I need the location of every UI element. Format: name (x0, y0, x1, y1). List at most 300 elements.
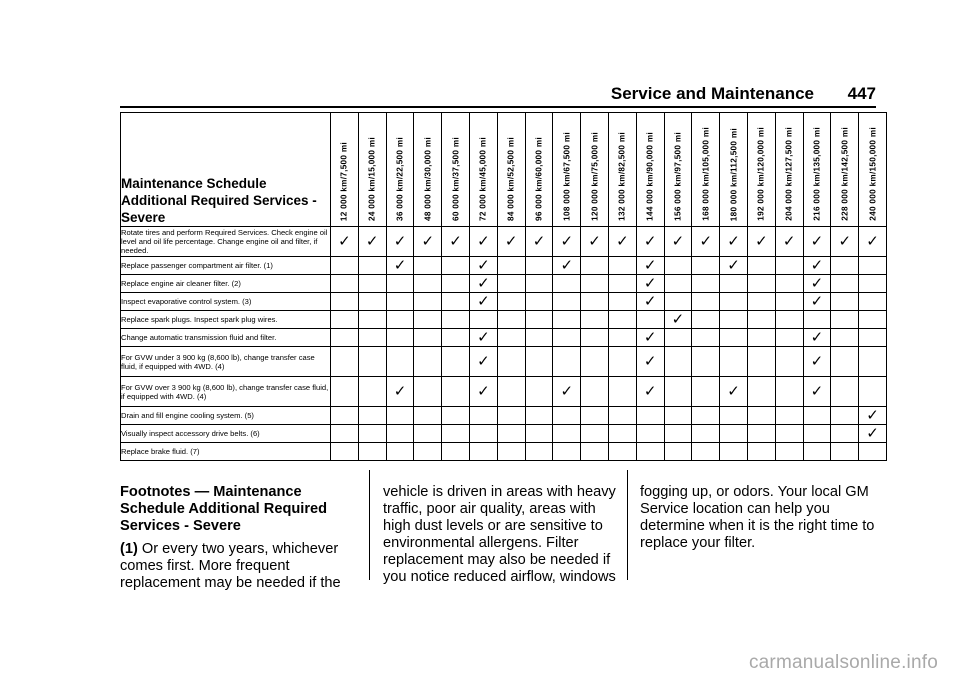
footnotes-column-1 (120, 484, 350, 592)
empty-cell (469, 425, 497, 443)
empty-cell (775, 329, 803, 347)
interval-label: 228 000 km/142,500 mi (840, 127, 850, 221)
empty-cell (636, 407, 664, 425)
empty-cell (692, 329, 720, 347)
empty-cell (525, 329, 553, 347)
empty-cell (664, 275, 692, 293)
empty-cell (497, 311, 525, 329)
empty-cell (553, 311, 581, 329)
service-description: Rotate tires and perform Required Services. Check engine oil level and oil life percentage. Change engine oil and filter, if needed. (121, 227, 331, 257)
empty-cell (692, 443, 720, 461)
page-number: 447 (847, 84, 876, 103)
empty-cell (581, 311, 609, 329)
check-mark: ✓ (469, 329, 497, 347)
empty-cell (414, 275, 442, 293)
service-description: Replace brake fluid. (7) (121, 443, 331, 461)
empty-cell (775, 257, 803, 275)
empty-cell (747, 293, 775, 311)
empty-cell (692, 293, 720, 311)
check-mark: ✓ (636, 257, 664, 275)
empty-cell (859, 443, 887, 461)
empty-cell (608, 311, 636, 329)
empty-cell (831, 443, 859, 461)
empty-cell (525, 257, 553, 275)
interval-header (497, 113, 525, 227)
empty-cell (747, 329, 775, 347)
empty-cell (386, 293, 414, 311)
table-row (121, 329, 887, 347)
empty-cell (775, 425, 803, 443)
empty-cell (747, 425, 775, 443)
service-description: Drain and fill engine cooling system. (5) (121, 407, 331, 425)
interval-header (525, 113, 553, 227)
interval-label: 72 000 km/45,000 mi (478, 137, 488, 221)
service-description: For GVW over 3 900 kg (8,600 lb), change transfer case fluid, if equipped with 4WD. (4) (121, 377, 331, 407)
empty-cell (553, 275, 581, 293)
interval-header (692, 113, 720, 227)
empty-cell (692, 347, 720, 377)
empty-cell (331, 443, 359, 461)
empty-cell (747, 257, 775, 275)
empty-cell (775, 377, 803, 407)
empty-cell (386, 347, 414, 377)
empty-cell (442, 275, 470, 293)
interval-header (442, 113, 470, 227)
table-row (121, 443, 887, 461)
empty-cell (331, 257, 359, 275)
empty-cell (831, 347, 859, 377)
empty-cell (720, 275, 748, 293)
empty-cell (553, 329, 581, 347)
interval-label: 216 000 km/135,000 mi (812, 127, 822, 221)
check-mark: ✓ (386, 257, 414, 275)
watermark: carmanualsonline.info (748, 652, 938, 673)
interval-label: 96 000 km/60,000 mi (534, 137, 544, 221)
check-mark: ✓ (664, 311, 692, 329)
empty-cell (692, 311, 720, 329)
empty-cell (664, 329, 692, 347)
empty-cell (525, 443, 553, 461)
check-mark: ✓ (831, 227, 859, 257)
empty-cell (525, 347, 553, 377)
table-row (121, 257, 887, 275)
check-mark: ✓ (803, 227, 831, 257)
empty-cell (692, 275, 720, 293)
empty-cell (720, 407, 748, 425)
empty-cell (358, 329, 386, 347)
empty-cell (859, 293, 887, 311)
interval-label: 120 000 km/75,000 mi (590, 132, 600, 221)
empty-cell (386, 275, 414, 293)
empty-cell (581, 329, 609, 347)
empty-cell (581, 377, 609, 407)
empty-cell (859, 275, 887, 293)
table-row (121, 227, 887, 257)
table-row (121, 425, 887, 443)
empty-cell (469, 443, 497, 461)
empty-cell (497, 425, 525, 443)
check-mark: ✓ (636, 227, 664, 257)
empty-cell (358, 257, 386, 275)
empty-cell (414, 329, 442, 347)
interval-header (358, 113, 386, 227)
check-mark: ✓ (581, 227, 609, 257)
schedule-body (121, 227, 887, 461)
interval-header (664, 113, 692, 227)
empty-cell (553, 293, 581, 311)
table-title: Maintenance Schedule Additional Required Services - Severe (121, 113, 331, 227)
empty-cell (497, 347, 525, 377)
empty-cell (831, 293, 859, 311)
empty-cell (608, 377, 636, 407)
interval-header-row (121, 113, 887, 227)
empty-cell (331, 407, 359, 425)
empty-cell (497, 443, 525, 461)
check-mark: ✓ (803, 377, 831, 407)
empty-cell (497, 275, 525, 293)
service-description: Replace spark plugs. Inspect spark plug wires. (121, 311, 331, 329)
empty-cell (469, 311, 497, 329)
check-mark: ✓ (747, 227, 775, 257)
interval-label: 24 000 km/15,000 mi (367, 137, 377, 221)
empty-cell (859, 257, 887, 275)
check-mark: ✓ (720, 227, 748, 257)
empty-cell (608, 257, 636, 275)
table-row (121, 311, 887, 329)
empty-cell (581, 407, 609, 425)
empty-cell (331, 425, 359, 443)
empty-cell (414, 257, 442, 275)
empty-cell (386, 311, 414, 329)
empty-cell (775, 275, 803, 293)
empty-cell (331, 377, 359, 407)
empty-cell (831, 275, 859, 293)
empty-cell (525, 425, 553, 443)
empty-cell (414, 407, 442, 425)
empty-cell (747, 347, 775, 377)
interval-header (803, 113, 831, 227)
interval-label: 84 000 km/52,500 mi (506, 137, 516, 221)
empty-cell (775, 293, 803, 311)
empty-cell (831, 377, 859, 407)
interval-label: 204 000 km/127,500 mi (784, 127, 794, 221)
empty-cell (442, 443, 470, 461)
empty-cell (386, 407, 414, 425)
check-mark: ✓ (358, 227, 386, 257)
empty-cell (331, 329, 359, 347)
interval-label: 36 000 km/22,500 mi (395, 137, 405, 221)
interval-label: 180 000 km/112,500 mi (729, 127, 739, 221)
empty-cell (692, 407, 720, 425)
empty-cell (497, 329, 525, 347)
empty-cell (720, 425, 748, 443)
footnotes-column-2: vehicle is driven in areas with heavy traffic, poor air quality, areas with high dust levels or are sensitive to environmental allergens. Filter replacement may also be needed if you notice reduced airflow, windows (383, 484, 616, 585)
empty-cell (331, 347, 359, 377)
empty-cell (414, 425, 442, 443)
interval-label: 192 000 km/120,000 mi (756, 127, 766, 221)
empty-cell (636, 425, 664, 443)
empty-cell (859, 347, 887, 377)
check-mark: ✓ (331, 227, 359, 257)
interval-header (859, 113, 887, 227)
empty-cell (803, 311, 831, 329)
service-description: Visually inspect accessory drive belts. (6) (121, 425, 331, 443)
empty-cell (331, 293, 359, 311)
empty-cell (442, 257, 470, 275)
check-mark: ✓ (386, 227, 414, 257)
maintenance-schedule-table (120, 112, 887, 461)
empty-cell (831, 425, 859, 443)
empty-cell (608, 407, 636, 425)
check-mark: ✓ (469, 257, 497, 275)
empty-cell (636, 311, 664, 329)
empty-cell (525, 311, 553, 329)
empty-cell (414, 443, 442, 461)
interval-label: 240 000 km/150,000 mi (868, 127, 878, 221)
empty-cell (442, 311, 470, 329)
check-mark: ✓ (553, 227, 581, 257)
empty-cell (859, 377, 887, 407)
empty-cell (442, 407, 470, 425)
empty-cell (636, 443, 664, 461)
check-mark: ✓ (525, 227, 553, 257)
empty-cell (331, 311, 359, 329)
footnote-1-number: (1) (120, 541, 138, 557)
empty-cell (775, 443, 803, 461)
empty-cell (358, 275, 386, 293)
check-mark: ✓ (636, 275, 664, 293)
empty-cell (414, 311, 442, 329)
service-description: Replace engine air cleaner filter. (2) (121, 275, 331, 293)
empty-cell (414, 347, 442, 377)
empty-cell (386, 425, 414, 443)
interval-header (386, 113, 414, 227)
empty-cell (581, 425, 609, 443)
empty-cell (803, 407, 831, 425)
interval-label: 132 000 km/82,500 mi (617, 132, 627, 221)
check-mark: ✓ (442, 227, 470, 257)
check-mark: ✓ (553, 377, 581, 407)
empty-cell (358, 377, 386, 407)
table-row (121, 407, 887, 425)
empty-cell (608, 293, 636, 311)
empty-cell (747, 443, 775, 461)
check-mark: ✓ (803, 347, 831, 377)
empty-cell (803, 443, 831, 461)
empty-cell (553, 425, 581, 443)
empty-cell (525, 293, 553, 311)
empty-cell (608, 425, 636, 443)
check-mark: ✓ (636, 329, 664, 347)
footnotes-column-3: fogging up, or odors. Your local GM Service location can help you determine when it is the right time to replace your filter. (640, 484, 875, 551)
empty-cell (608, 275, 636, 293)
empty-cell (608, 347, 636, 377)
empty-cell (664, 425, 692, 443)
check-mark: ✓ (469, 227, 497, 257)
empty-cell (358, 311, 386, 329)
service-description: Inspect evaporative control system. (3) (121, 293, 331, 311)
section-title: Service and Maintenance (610, 84, 814, 103)
table-row (121, 293, 887, 311)
header-rule (120, 106, 876, 108)
empty-cell (692, 257, 720, 275)
empty-cell (497, 257, 525, 275)
interval-header (553, 113, 581, 227)
check-mark: ✓ (720, 257, 748, 275)
empty-cell (664, 293, 692, 311)
empty-cell (331, 275, 359, 293)
empty-cell (442, 347, 470, 377)
interval-header (469, 113, 497, 227)
check-mark: ✓ (803, 293, 831, 311)
empty-cell (608, 329, 636, 347)
interval-header (581, 113, 609, 227)
interval-label: 168 000 km/105,000 mi (701, 127, 711, 221)
empty-cell (525, 407, 553, 425)
check-mark: ✓ (859, 407, 887, 425)
empty-cell (386, 443, 414, 461)
interval-label: 60 000 km/37,500 mi (451, 137, 461, 221)
check-mark: ✓ (497, 227, 525, 257)
interval-label: 144 000 km/90,000 mi (645, 132, 655, 221)
empty-cell (553, 443, 581, 461)
empty-cell (581, 275, 609, 293)
empty-cell (386, 329, 414, 347)
empty-cell (497, 377, 525, 407)
empty-cell (581, 347, 609, 377)
service-description: For GVW under 3 900 kg (8,600 lb), change transfer case fluid, if equipped with 4WD. (4) (121, 347, 331, 377)
empty-cell (720, 329, 748, 347)
interval-label: 156 000 km/97,500 mi (673, 132, 683, 221)
table-row (121, 377, 887, 407)
empty-cell (775, 347, 803, 377)
empty-cell (775, 311, 803, 329)
empty-cell (497, 407, 525, 425)
check-mark: ✓ (469, 275, 497, 293)
interval-label: 108 000 km/67,500 mi (562, 132, 572, 221)
check-mark: ✓ (608, 227, 636, 257)
check-mark: ✓ (636, 293, 664, 311)
empty-cell (553, 347, 581, 377)
footnotes-heading: Footnotes — Maintenance Schedule Additional Required Services - Severe (120, 484, 328, 534)
interval-header (636, 113, 664, 227)
empty-cell (859, 311, 887, 329)
check-mark: ✓ (803, 329, 831, 347)
empty-cell (414, 377, 442, 407)
empty-cell (831, 311, 859, 329)
interval-header (831, 113, 859, 227)
empty-cell (581, 293, 609, 311)
empty-cell (442, 377, 470, 407)
empty-cell (469, 407, 497, 425)
check-mark: ✓ (636, 347, 664, 377)
interval-label: 12 000 km/7,500 mi (339, 141, 349, 221)
page-header (120, 84, 876, 106)
empty-cell (414, 293, 442, 311)
service-description: Change automatic transmission fluid and filter. (121, 329, 331, 347)
empty-cell (442, 293, 470, 311)
check-mark: ✓ (692, 227, 720, 257)
check-mark: ✓ (553, 257, 581, 275)
empty-cell (664, 257, 692, 275)
empty-cell (553, 407, 581, 425)
check-mark: ✓ (803, 275, 831, 293)
interval-label: 48 000 km/30,000 mi (423, 137, 433, 221)
empty-cell (775, 407, 803, 425)
empty-cell (720, 347, 748, 377)
empty-cell (664, 377, 692, 407)
empty-cell (442, 425, 470, 443)
empty-cell (720, 443, 748, 461)
check-mark: ✓ (775, 227, 803, 257)
check-mark: ✓ (636, 377, 664, 407)
check-mark: ✓ (469, 347, 497, 377)
empty-cell (859, 329, 887, 347)
empty-cell (720, 311, 748, 329)
check-mark: ✓ (469, 293, 497, 311)
interval-header (608, 113, 636, 227)
empty-cell (358, 443, 386, 461)
table-row (121, 275, 887, 293)
empty-cell (747, 407, 775, 425)
check-mark: ✓ (720, 377, 748, 407)
empty-cell (358, 425, 386, 443)
empty-cell (664, 407, 692, 425)
empty-cell (664, 443, 692, 461)
empty-cell (581, 257, 609, 275)
empty-cell (442, 329, 470, 347)
interval-header (775, 113, 803, 227)
footnote-1-part-1 (120, 541, 350, 592)
empty-cell (358, 347, 386, 377)
footnote-1-text: Or every two years, whichever comes first. More frequent replacement may be needed if the (120, 541, 341, 591)
interval-header (720, 113, 748, 227)
check-mark: ✓ (414, 227, 442, 257)
empty-cell (608, 443, 636, 461)
column-divider (369, 470, 370, 580)
empty-cell (747, 311, 775, 329)
empty-cell (525, 377, 553, 407)
check-mark: ✓ (859, 227, 887, 257)
empty-cell (497, 293, 525, 311)
interval-header (414, 113, 442, 227)
check-mark: ✓ (386, 377, 414, 407)
empty-cell (831, 329, 859, 347)
empty-cell (692, 377, 720, 407)
empty-cell (720, 293, 748, 311)
empty-cell (358, 293, 386, 311)
check-mark: ✓ (664, 227, 692, 257)
empty-cell (747, 377, 775, 407)
table-row (121, 347, 887, 377)
empty-cell (692, 425, 720, 443)
empty-cell (831, 257, 859, 275)
check-mark: ✓ (859, 425, 887, 443)
column-divider (627, 470, 628, 580)
empty-cell (747, 275, 775, 293)
interval-header (331, 113, 359, 227)
service-description: Replace passenger compartment air filter. (1) (121, 257, 331, 275)
empty-cell (831, 407, 859, 425)
check-mark: ✓ (803, 257, 831, 275)
check-mark: ✓ (469, 377, 497, 407)
empty-cell (581, 443, 609, 461)
empty-cell (358, 407, 386, 425)
empty-cell (664, 347, 692, 377)
empty-cell (525, 275, 553, 293)
interval-header (747, 113, 775, 227)
empty-cell (803, 425, 831, 443)
